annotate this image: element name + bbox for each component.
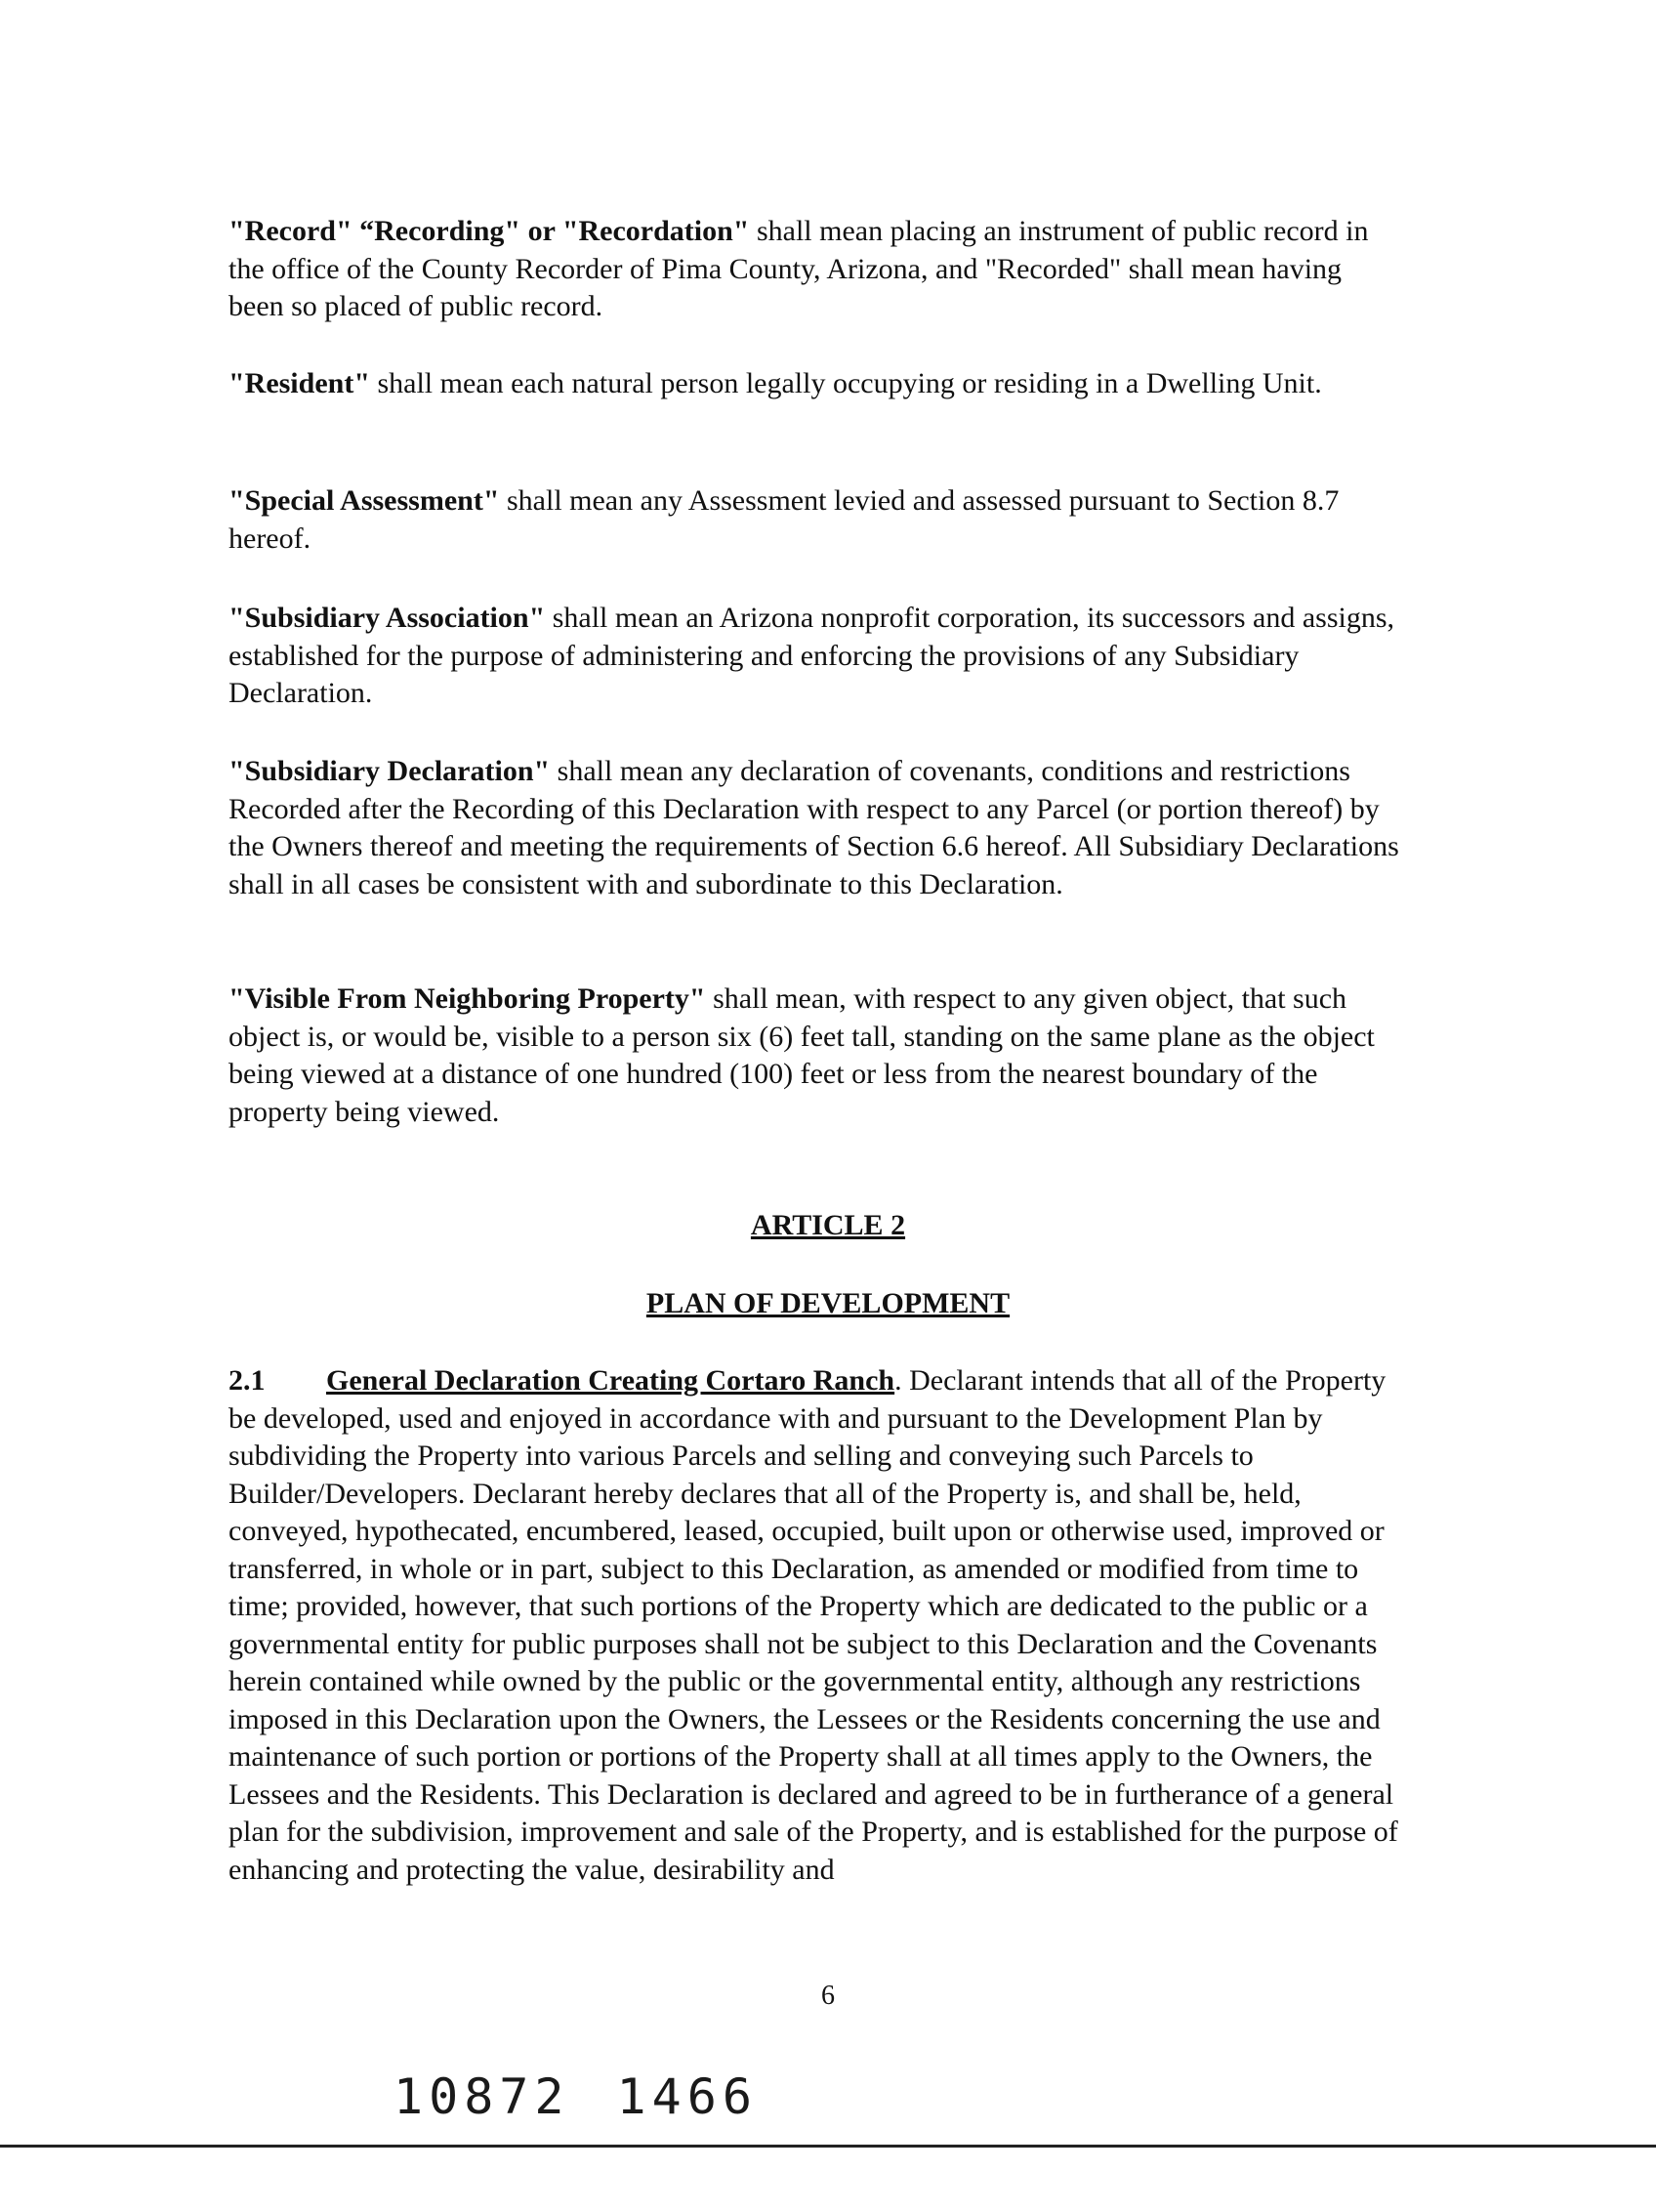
definition-text: shall mean, with respect to any given object, that such object is, or would be, visible to a person six (6) feet tall, standing on the same plane as the object being viewed at a distance of one hundred (100) feet or less from the nearest boundary of the property being viewed. [228, 982, 1375, 1128]
section-2-1 [228, 1362, 1400, 1889]
definition-term: "Visible From Neighboring Property" [228, 982, 706, 1015]
definition-special-assessment [228, 482, 1400, 558]
definition-record [228, 213, 1400, 326]
definition-term: "Special Assessment" [228, 484, 500, 517]
definition-text: shall mean placing an instrument of public record in the office of the County Recorder of Pima County, Arizona, and "Recorded" shall mean having been so placed of public record. [228, 215, 1369, 322]
definition-subsidiary-declaration [228, 753, 1400, 903]
definition-resident [228, 365, 1400, 403]
definition-text: shall mean any declaration of covenants, conditions and restrictions Recorded after the Recording of this Declaration with respect to any Parcel (or portion thereof) by the Owners thereof and meeting the requirements of Section 6.6 hereof. All Subsidiary Declarations shall in all cases be consistent with and subordinate to this Declaration. [228, 755, 1399, 900]
article-title: PLAN OF DEVELOPMENT [645, 1287, 1011, 1319]
definition-term: "Resident" [228, 367, 370, 399]
section-title: General Declaration Creating Cortaro Ranch [326, 1364, 895, 1397]
section-text: . Declarant intends that all of the Property be developed, used and enjoyed in accordance with and pursuant to the Development Plan by subdividing the Property into various Parcels and selling and conveying such Parcels to Builder/Developers. Declarant hereby declares that all of the Property is, and shall be, held, conveyed, hypothecated, encumbered, leased, occupied, built upon or otherwise used, improved or transferred, in whole or in part, subject to this Declaration, as amended or modified from time to time; provided, however, that such portions of the Property which are dedicated to the public or a governmental entity for public purposes shall not be subject to this Declaration and the Covenants herein contained while owned by the public or the governmental entity, although any restrictions imposed in this Declaration upon the Owners, the Lessees or the Residents concerning the use and maintenance of such portion or portions of the Property shall at all times apply to the Owners, the Lessees and the Residents. This Declaration is declared and agreed to be in furtherance of a general plan for the subdivision, improvement and sale of the Property, and is established for the purpose of enhancing and protecting the value, desirability and [228, 1364, 1398, 1886]
definition-term: "Record" “Recording" or "Recordation" [228, 215, 750, 247]
definition-term: "Subsidiary Association" [228, 602, 546, 634]
stamp-page: 1466 [616, 2068, 758, 2125]
definition-subsidiary-association [228, 600, 1400, 713]
section-number: 2.1 [228, 1364, 266, 1397]
definition-term: "Subsidiary Declaration" [228, 755, 551, 787]
definition-text: shall mean an Arizona nonprofit corporation, its successors and assigns, established for the purpose of administering and enforcing the provisions of any Subsidiary Declaration. [228, 602, 1395, 709]
stamp-docket: 10872 [393, 2068, 570, 2125]
definition-text: shall mean any Assessment levied and assessed pursuant to Section 8.7 hereof. [228, 484, 1340, 555]
article-number: ARTICLE 2 [750, 1209, 906, 1241]
definition-visible-from-neighboring-property [228, 981, 1400, 1131]
definition-text: shall mean each natural person legally occupying or residing in a Dwelling Unit. [369, 367, 1322, 399]
recording-stamp [393, 2068, 758, 2125]
page-number: 6 [821, 1981, 835, 2011]
bottom-rule [0, 2145, 1656, 2148]
